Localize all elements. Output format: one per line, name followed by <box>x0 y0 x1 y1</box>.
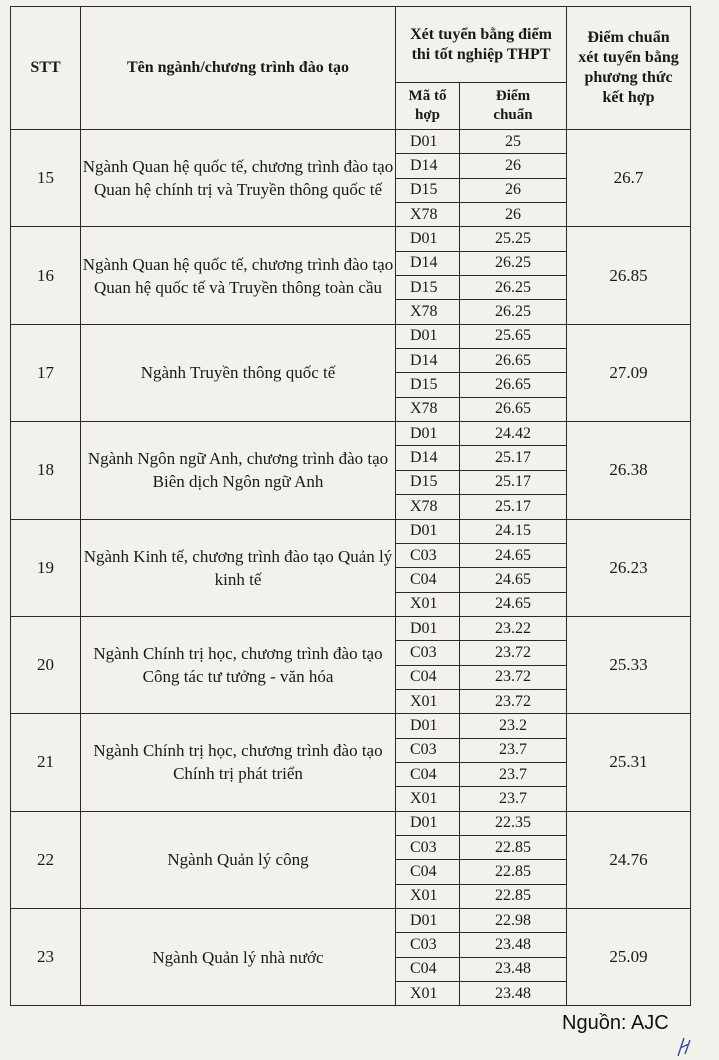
row-combo-score: 22.98 <box>460 909 567 933</box>
row-combo-score: 25.17 <box>460 495 567 519</box>
row-program-name: Ngành Chính trị học, chương trình đào tạo Chính trị phát triển <box>81 714 396 811</box>
row-stt: 17 <box>11 324 81 421</box>
row-combo-code: D01 <box>396 324 460 348</box>
row-combo-code: D15 <box>396 470 460 494</box>
row-combo-score: 25.17 <box>460 470 567 494</box>
row-combo-score: 22.35 <box>460 811 567 835</box>
row-combined-score: 25.31 <box>567 714 691 811</box>
row-combo-score: 22.85 <box>460 835 567 859</box>
row-combo-code: X01 <box>396 787 460 811</box>
row-combo-score: 22.85 <box>460 884 567 908</box>
header-program: Tên ngành/chương trình đào tạo <box>81 7 396 130</box>
row-combo-score: 22.85 <box>460 860 567 884</box>
row-combo-score: 26.25 <box>460 251 567 275</box>
row-program-name: Ngành Quan hệ quốc tế, chương trình đào tạo Quan hệ chính trị và Truyền thông quốc tế <box>81 130 396 227</box>
row-stt: 23 <box>11 909 81 1006</box>
table-body <box>11 130 691 1006</box>
row-combo-code: C03 <box>396 835 460 859</box>
row-stt: 21 <box>11 714 81 811</box>
row-combo-score: 23.48 <box>460 982 567 1006</box>
table-row <box>11 519 691 543</box>
row-combo-code: X78 <box>396 300 460 324</box>
row-combo-score: 23.7 <box>460 738 567 762</box>
header-stt: STT <box>11 7 81 130</box>
row-combo-score: 23.2 <box>460 714 567 738</box>
table-row <box>11 227 691 251</box>
row-combo-score: 26 <box>460 154 567 178</box>
row-stt: 22 <box>11 811 81 908</box>
row-combo-score: 23.22 <box>460 616 567 640</box>
row-combo-code: X01 <box>396 982 460 1006</box>
row-combined-score: 24.76 <box>567 811 691 908</box>
row-combo-code: D14 <box>396 349 460 373</box>
table-row <box>11 130 691 154</box>
row-combo-code: D01 <box>396 714 460 738</box>
row-combo-score: 24.65 <box>460 568 567 592</box>
row-combo-code: X78 <box>396 495 460 519</box>
row-program-name: Ngành Ngôn ngữ Anh, chương trình đào tạo Biên dịch Ngôn ngữ Anh <box>81 422 396 519</box>
row-combo-code: D15 <box>396 373 460 397</box>
row-combo-code: D14 <box>396 446 460 470</box>
row-combined-score: 26.7 <box>567 130 691 227</box>
row-combo-code: C03 <box>396 933 460 957</box>
row-combo-code: C03 <box>396 738 460 762</box>
row-combo-score: 24.42 <box>460 422 567 446</box>
row-combo-code: C04 <box>396 762 460 786</box>
header-combo: Mã tổ hợp <box>396 83 460 130</box>
row-combo-code: X01 <box>396 884 460 908</box>
row-combo-score: 23.48 <box>460 933 567 957</box>
row-combo-code: D01 <box>396 519 460 543</box>
row-combo-code: X78 <box>396 203 460 227</box>
row-combo-score: 24.15 <box>460 519 567 543</box>
row-combo-score: 26.25 <box>460 300 567 324</box>
row-combined-score: 26.38 <box>567 422 691 519</box>
row-combo-code: D14 <box>396 154 460 178</box>
row-program-name: Ngành Truyền thông quốc tế <box>81 324 396 421</box>
table-row <box>11 714 691 738</box>
row-combo-score: 26.65 <box>460 373 567 397</box>
row-combo-code: X01 <box>396 592 460 616</box>
row-combo-score: 26 <box>460 203 567 227</box>
row-combo-code: D15 <box>396 276 460 300</box>
row-combined-score: 26.85 <box>567 227 691 324</box>
row-combo-score: 23.72 <box>460 665 567 689</box>
row-combo-score: 26.65 <box>460 349 567 373</box>
row-combo-code: X78 <box>396 397 460 421</box>
admission-score-table <box>10 6 691 1006</box>
row-stt: 15 <box>11 130 81 227</box>
row-combined-score: 26.23 <box>567 519 691 616</box>
row-program-name: Ngành Quản lý nhà nước <box>81 909 396 1006</box>
table-row <box>11 422 691 446</box>
row-combo-code: C04 <box>396 568 460 592</box>
row-combo-code: C03 <box>396 641 460 665</box>
row-combo-score: 24.65 <box>460 543 567 567</box>
row-combo-code: D01 <box>396 909 460 933</box>
header-thpt: Xét tuyển bằng điểm thi tốt nghiệp THPT <box>396 7 567 83</box>
row-combo-score: 23.72 <box>460 689 567 713</box>
row-combined-score: 27.09 <box>567 324 691 421</box>
row-combo-score: 26.65 <box>460 397 567 421</box>
row-combined-score: 25.09 <box>567 909 691 1006</box>
table-row <box>11 909 691 933</box>
header-combined: Điểm chuẩn xét tuyển bằng phương thức kết hợp <box>567 7 691 130</box>
row-combo-code: X01 <box>396 689 460 713</box>
row-stt: 19 <box>11 519 81 616</box>
header-score: Điểm chuẩn <box>460 83 567 130</box>
row-combo-score: 26.25 <box>460 276 567 300</box>
row-combo-code: D01 <box>396 422 460 446</box>
row-combo-score: 24.65 <box>460 592 567 616</box>
row-combo-code: D01 <box>396 811 460 835</box>
row-combo-score: 25.17 <box>460 446 567 470</box>
row-combo-code: D01 <box>396 616 460 640</box>
row-program-name: Ngành Quản lý công <box>81 811 396 908</box>
row-combo-score: 25.25 <box>460 227 567 251</box>
row-combo-code: D01 <box>396 227 460 251</box>
row-combo-code: C04 <box>396 957 460 981</box>
row-combo-code: D01 <box>396 130 460 154</box>
row-program-name: Ngành Quan hệ quốc tế, chương trình đào tạo Quan hệ quốc tế và Truyền thông toàn cầu <box>81 227 396 324</box>
table-row <box>11 324 691 348</box>
row-combo-score: 25 <box>460 130 567 154</box>
row-combo-score: 23.48 <box>460 957 567 981</box>
table-row <box>11 616 691 640</box>
row-stt: 18 <box>11 422 81 519</box>
row-combo-code: D14 <box>396 251 460 275</box>
row-combo-code: D15 <box>396 178 460 202</box>
source-caption: Nguồn: AJC <box>562 1012 669 1034</box>
row-combo-score: 26 <box>460 178 567 202</box>
row-program-name: Ngành Kinh tế, chương trình đào tạo Quản lý kinh tế <box>81 519 396 616</box>
row-combo-code: C04 <box>396 860 460 884</box>
row-stt: 16 <box>11 227 81 324</box>
row-program-name: Ngành Chính trị học, chương trình đào tạo Công tác tư tưởng - văn hóa <box>81 616 396 713</box>
signature-mark-icon <box>674 1034 694 1058</box>
row-stt: 20 <box>11 616 81 713</box>
row-combo-score: 23.7 <box>460 762 567 786</box>
row-combo-code: C03 <box>396 543 460 567</box>
row-combined-score: 25.33 <box>567 616 691 713</box>
row-combo-score: 25.65 <box>460 324 567 348</box>
row-combo-score: 23.72 <box>460 641 567 665</box>
table-row <box>11 811 691 835</box>
row-combo-code: C04 <box>396 665 460 689</box>
row-combo-score: 23.7 <box>460 787 567 811</box>
